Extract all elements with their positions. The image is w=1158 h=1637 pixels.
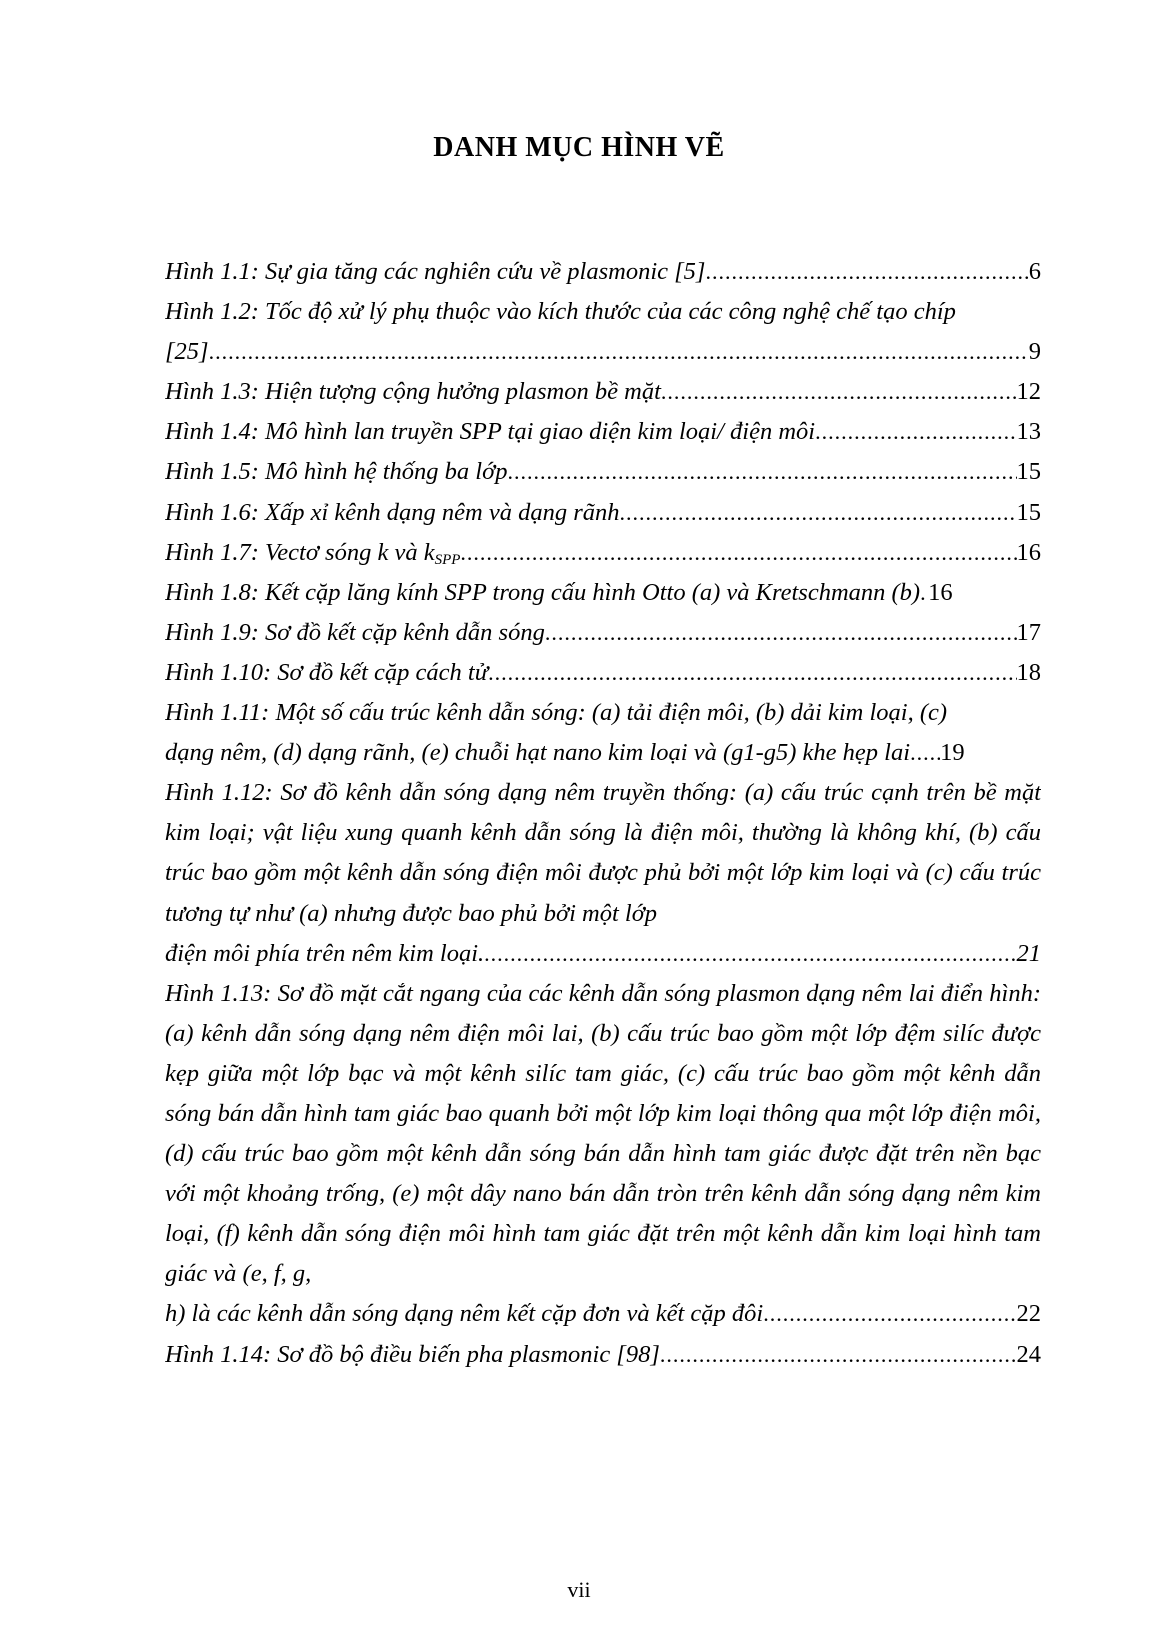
entry-text: Hình 1.8: Kết cặp lăng kính SPP trong cấu hình Otto (a) và Kretschmann (b) bbox=[165, 578, 921, 606]
entry-page: 22 bbox=[1016, 1300, 1041, 1328]
entry-page: 19 bbox=[940, 739, 965, 767]
dot-leader bbox=[815, 412, 1016, 452]
toc-entry-1-2[interactable] bbox=[165, 292, 1041, 372]
dot-leader bbox=[660, 1335, 1017, 1375]
toc-entry-1-9[interactable] bbox=[165, 613, 1041, 653]
entry-text: Hình 1.10: Sơ đồ kết cặp cách tử bbox=[165, 658, 489, 686]
page-title: DANH MỤC HÌNH VẼ bbox=[433, 132, 725, 163]
entry-text: Hình 1.1: Sự gia tăng các nghiên cứu về plasmonic [5] bbox=[165, 258, 706, 285]
dot-leader bbox=[488, 653, 1016, 693]
entry-page: 17 bbox=[1016, 618, 1041, 646]
dot-leader bbox=[545, 613, 1017, 653]
entry-text: Hình 1.6: Xấp xỉ kênh dạng nêm và dạng rãnh bbox=[165, 498, 620, 526]
toc-entry-1-1[interactable] bbox=[165, 252, 1041, 292]
entry-page: 9 bbox=[1028, 338, 1041, 366]
toc-entry-1-7[interactable] bbox=[165, 533, 1041, 573]
dot-leader bbox=[705, 252, 1028, 292]
entry-text: Hình 1.9: Sơ đồ kết cặp kênh dẫn sóng bbox=[165, 618, 545, 646]
dot-leader bbox=[910, 733, 940, 773]
entry-page: 15 bbox=[1016, 498, 1041, 526]
entry-page: 16 bbox=[928, 578, 953, 606]
entry-subscript: SPP bbox=[434, 551, 461, 568]
entry-page: 24 bbox=[1016, 1340, 1041, 1368]
toc-entry-1-4[interactable] bbox=[165, 412, 1041, 452]
entry-text-continued: điện môi phía trên nêm kim loại. bbox=[165, 939, 485, 967]
figure-list bbox=[165, 252, 1041, 1375]
entry-text-continued: h) là các kênh dẫn sóng dạng nêm kết cặp đơn và kết cặp đôi bbox=[165, 1300, 764, 1328]
entry-text: Hình 1.13: Sơ đồ mặt cắt ngang của các kênh dẫn sóng plasmon dạng nêm lai điển hình: (a) kênh dẫn sóng dạng nêm điện môi lai, (b) cấu trúc bao gồm một lớp đệm silíc được kẹp giữa một lớp bạc và một kênh silíc tam giác, (c) cấu trúc bao gồm một kênh dẫn sóng bán dẫn hình tam giác bao quanh bởi một lớp kim loại thông qua một lớp điện môi, (d) cấu trúc bao gồm một kênh dẫn sóng bán dẫn hình tam giác được đặt trên nền bạc với một khoảng trống, (e) một dây nano bán dẫn tròn trên kênh dẫn sóng dạng nêm kim loại, (f) kênh dẫn sóng điện môi hình tam giác đặt trên một kênh dẫn kim loại hình tam giác và (e, f, g, bbox=[165, 979, 1041, 1288]
toc-entry-1-8[interactable] bbox=[165, 573, 1041, 613]
dot-leader bbox=[661, 372, 1017, 412]
page-number: vii bbox=[567, 1577, 591, 1602]
toc-entry-1-14[interactable] bbox=[165, 1335, 1041, 1375]
dot-leader bbox=[460, 533, 1016, 573]
entry-text: Hình 1.12: Sơ đồ kênh dẫn sóng dạng nêm truyền thống: (a) cấu trúc cạnh trên bề mặt kim loại; vật liệu xung quanh kênh dẫn sóng là điện môi, thường là không khí, (b) cấu trúc bao gồm một kênh dẫn sóng điện môi được phủ bởi một lớp kim loại và (c) cấu trúc tương tự như (a) nhưng được bao phủ bởi một lớp bbox=[165, 779, 1041, 927]
dot-leader bbox=[484, 934, 1016, 974]
dot-leader bbox=[920, 573, 928, 613]
dot-leader bbox=[763, 1294, 1016, 1334]
toc-entry-1-5[interactable] bbox=[165, 452, 1041, 492]
entry-page: 12 bbox=[1016, 378, 1041, 406]
entry-text: Hình 1.7: Vectơ sóng k và k bbox=[165, 538, 435, 566]
toc-entry-1-13[interactable] bbox=[165, 974, 1041, 1335]
entry-text: Hình 1.14: Sơ đồ bộ điều biến pha plasmonic [98] bbox=[165, 1340, 660, 1368]
entry-text: Hình 1.5: Mô hình hệ thống ba lớp bbox=[165, 458, 508, 486]
dot-leader bbox=[507, 452, 1016, 492]
toc-entry-1-10[interactable] bbox=[165, 653, 1041, 693]
entry-page: 6 bbox=[1028, 258, 1041, 285]
toc-entry-1-12[interactable] bbox=[165, 773, 1041, 973]
entry-text: Hình 1.3: Hiện tượng cộng hưởng plasmon bề mặt bbox=[165, 378, 661, 406]
entry-page: 13 bbox=[1016, 418, 1041, 446]
entry-page: 16 bbox=[1016, 538, 1041, 566]
entry-text: Hình 1.11: Một số cấu trúc kênh dẫn sóng: (a) tải điện môi, (b) dải kim loại, (c) bbox=[165, 699, 948, 727]
entry-text-continued: dạng nêm, (d) dạng rãnh, (e) chuỗi hạt nano kim loại và (g1-g5) khe hẹp lai bbox=[165, 739, 911, 767]
dot-leader bbox=[620, 493, 1017, 533]
entry-text: Hình 1.4: Mô hình lan truyền SPP tại giao diện kim loại/ điện môi bbox=[165, 418, 816, 446]
toc-entry-1-6[interactable] bbox=[165, 493, 1041, 533]
toc-entry-1-3[interactable] bbox=[165, 372, 1041, 412]
toc-entry-1-11[interactable] bbox=[165, 693, 1041, 773]
entry-text-continued: [25] bbox=[165, 338, 209, 366]
entry-text: Hình 1.2: Tốc độ xử lý phụ thuộc vào kích thước của các công nghệ chế tạo chíp bbox=[165, 298, 956, 326]
entry-page: 15 bbox=[1016, 458, 1041, 486]
dot-leader bbox=[209, 332, 1029, 372]
entry-page: 18 bbox=[1016, 658, 1041, 686]
entry-page: 21 bbox=[1016, 939, 1041, 967]
